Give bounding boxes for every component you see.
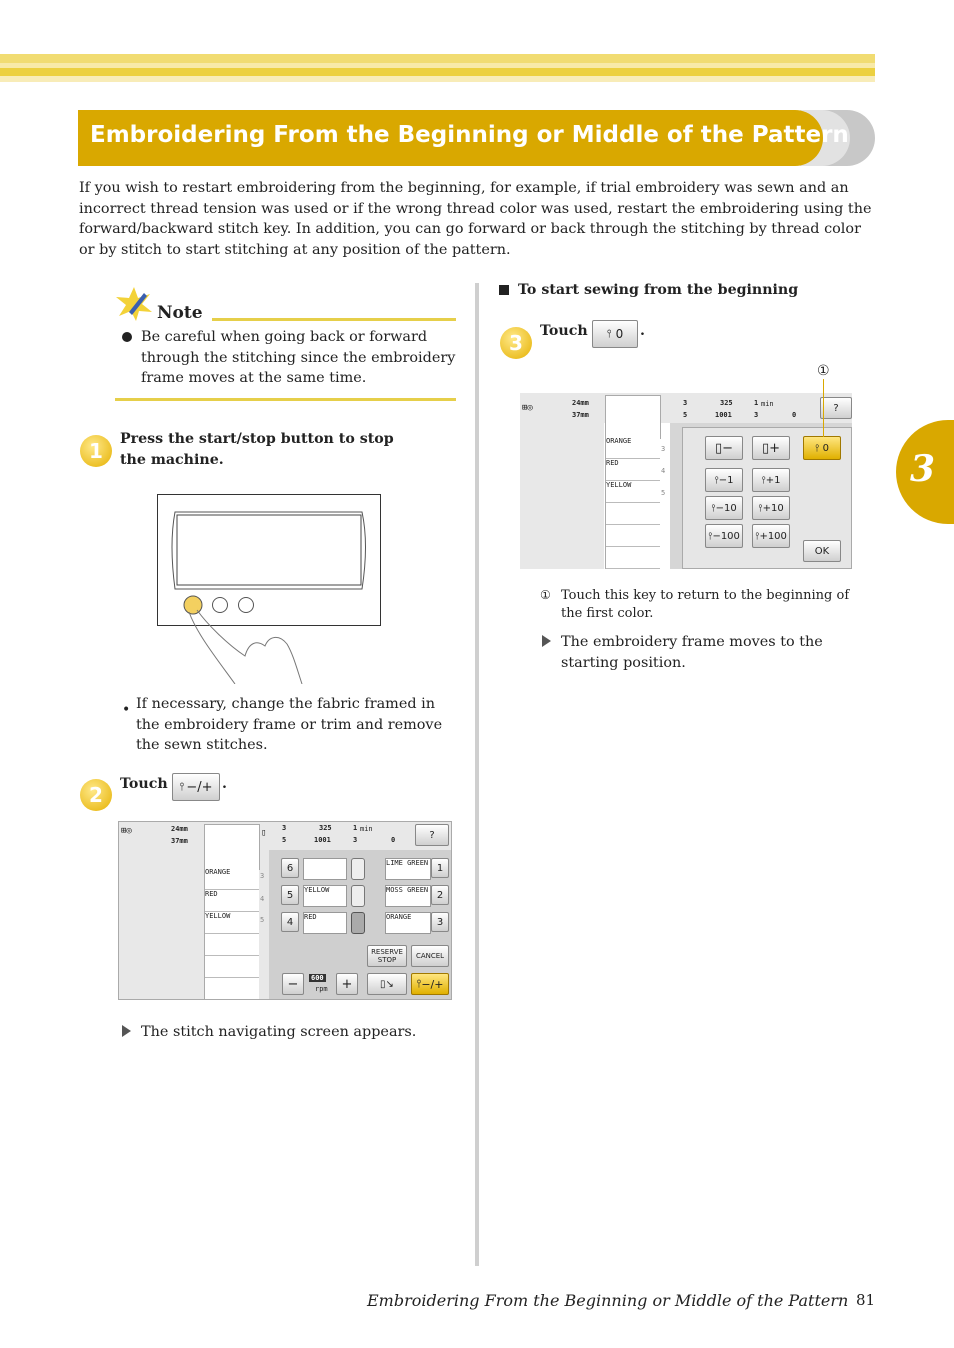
time-total: 3 bbox=[353, 836, 358, 844]
note-text: Be careful when going back or forward through the stitching since the embroidery frame moves at the same time. bbox=[141, 329, 456, 386]
page-title: Embroidering From the Beginning or Middle of the Pattern bbox=[90, 122, 849, 148]
intro-paragraph: If you wish to restart embroidering from the beginning, for example, if trial embroidery was sewn and an incorrect thread tension was used or if the wrong thread color was used, restart the embroidering using the forward/backward stitch key. In addition, you can go forward or back through the stitching by thread color or by stitch to start stitching at any position of the pattern. bbox=[79, 180, 872, 258]
step2-number: 2 bbox=[89, 783, 103, 807]
step1-bullet-dot: • bbox=[122, 702, 131, 718]
step2-key-label: −/+ bbox=[186, 779, 213, 795]
step3-period: . bbox=[640, 323, 645, 339]
spool-slot-4-name: RED bbox=[303, 912, 347, 934]
spool-slot-6-name bbox=[303, 858, 347, 880]
needle-icon: ⫯ bbox=[416, 977, 422, 990]
return-to-start-button[interactable]: ⫯ 0 bbox=[803, 436, 841, 460]
step3-touch: Touch bbox=[540, 323, 588, 339]
step2-result: The stitch navigating screen appears. bbox=[141, 1024, 417, 1040]
needle-icon: ⫯ bbox=[708, 530, 713, 542]
color-row bbox=[606, 503, 660, 525]
color-back-button[interactable]: ▯ − bbox=[705, 436, 743, 460]
speed-plus-button[interactable]: + bbox=[336, 973, 358, 995]
step3-key-label: 0 bbox=[615, 327, 624, 341]
needle-icon: ⫯ bbox=[758, 502, 763, 514]
step3-zero-key[interactable] bbox=[592, 320, 638, 348]
spool-right-name: MOSS GREEN bbox=[385, 885, 431, 907]
step2-touch: Touch bbox=[120, 776, 168, 792]
spool-right-name: ORANGE bbox=[385, 912, 431, 934]
callout-line bbox=[823, 379, 824, 437]
spool-icon bbox=[351, 858, 365, 880]
side-num: 3 bbox=[260, 872, 265, 880]
time-remain: 0 bbox=[792, 411, 797, 419]
color-forward-button[interactable]: ▯ + bbox=[752, 436, 790, 460]
step2-nav-key[interactable] bbox=[172, 773, 220, 801]
color-list bbox=[204, 868, 259, 999]
needle-icon: ⫯ bbox=[714, 474, 719, 486]
needle-icon: ⫯ bbox=[755, 530, 760, 542]
step3-number: 3 bbox=[509, 331, 523, 355]
time-unit: min bbox=[360, 825, 373, 833]
callout-number: ① bbox=[540, 588, 551, 602]
time-unit: min bbox=[761, 400, 774, 408]
needle-icon: ⫯ bbox=[761, 474, 766, 486]
color-row bbox=[606, 525, 660, 547]
side-num: 4 bbox=[260, 895, 265, 903]
spool-icon bbox=[351, 885, 365, 907]
footer-title: Embroidering From the Beginning or Middle of the Pattern bbox=[367, 1291, 849, 1310]
needle-icon: ⫯ bbox=[815, 442, 820, 454]
needle-icon: ⫯ bbox=[606, 327, 612, 340]
stitch-total: 1001 bbox=[314, 836, 331, 844]
step3-result-arrow bbox=[542, 635, 551, 647]
stitch-plus-1-button[interactable]: ⫯ +1 bbox=[752, 468, 790, 492]
frame-size-icon: ⊞◎ bbox=[522, 403, 533, 413]
speed-unit: rpm bbox=[315, 985, 328, 993]
stitch-minus-10-button[interactable]: ⫯ −10 bbox=[705, 496, 743, 520]
step3-result: The embroidery frame moves to the starting position. bbox=[561, 634, 823, 671]
step2-result-arrow bbox=[122, 1025, 131, 1037]
spool-right-num[interactable]: 3 bbox=[431, 912, 449, 932]
color-row bbox=[205, 956, 259, 978]
cancel-button[interactable]: CANCEL bbox=[411, 945, 449, 967]
needle-icon: ⫯ bbox=[179, 780, 185, 793]
stitch-nav-button[interactable]: ⫯ −/+ bbox=[411, 973, 449, 995]
spool-icon: ▯ bbox=[261, 828, 267, 838]
color-count: 3 bbox=[683, 399, 688, 407]
stitch-plus-100-button[interactable]: ⫯ +100 bbox=[752, 524, 790, 548]
pattern-preview bbox=[605, 395, 661, 439]
step3-badge bbox=[500, 327, 532, 359]
screen3-left bbox=[520, 423, 604, 569]
time-elapsed: 1 bbox=[353, 824, 358, 832]
side-num: 4 bbox=[661, 467, 666, 475]
size-height: 37mm bbox=[171, 837, 188, 845]
color-list bbox=[605, 437, 660, 569]
color-row bbox=[205, 934, 259, 956]
trim-button[interactable]: ▯↘ bbox=[367, 973, 407, 995]
spool-slot-5[interactable]: 5 bbox=[281, 885, 299, 905]
help-button[interactable]: ? bbox=[415, 824, 449, 846]
color-row: YELLOW bbox=[606, 481, 660, 503]
spool-right-num[interactable]: 1 bbox=[431, 858, 449, 878]
stitch-minus-1-button[interactable]: ⫯ −1 bbox=[705, 468, 743, 492]
color-row bbox=[205, 978, 259, 1000]
callout-text: Touch this key to return to the beginning of the first color. bbox=[561, 588, 850, 621]
step1-text: Press the start/stop button to stop the machine. bbox=[120, 431, 394, 468]
section-heading: To start sewing from the beginning bbox=[518, 282, 799, 298]
stitch-plus-10-button[interactable]: ⫯ +10 bbox=[752, 496, 790, 520]
time-total: 3 bbox=[754, 411, 759, 419]
spool-slot-6[interactable]: 6 bbox=[281, 858, 299, 878]
color-row: RED bbox=[606, 459, 660, 481]
size-width: 24mm bbox=[171, 825, 188, 833]
color-row: YELLOW bbox=[205, 912, 259, 934]
color-row: RED bbox=[205, 890, 259, 912]
note-heading: Note bbox=[157, 303, 203, 323]
note-bullet-dot bbox=[122, 332, 132, 342]
page-number: 81 bbox=[856, 1291, 876, 1309]
step1-bullet-text: If necessary, change the fabric framed in the embroidery frame or trim and remove the sewn stitches. bbox=[136, 696, 443, 753]
callout-marker: ① bbox=[817, 363, 830, 379]
note-rule-top bbox=[212, 318, 456, 321]
speed-value: 600 bbox=[311, 974, 324, 982]
header-stripe-3 bbox=[0, 68, 875, 76]
section-square bbox=[499, 285, 509, 295]
pattern-preview bbox=[204, 824, 260, 870]
color-total: 5 bbox=[282, 836, 287, 844]
color-row: ORANGE bbox=[205, 868, 259, 890]
stitch-count: 325 bbox=[319, 824, 332, 832]
side-num: 3 bbox=[661, 445, 666, 453]
help-button[interactable]: ? bbox=[820, 397, 852, 419]
step2-period: . bbox=[222, 776, 227, 792]
needle-icon: ⫯ bbox=[711, 502, 716, 514]
column-divider bbox=[475, 283, 479, 1266]
note-icon bbox=[114, 286, 154, 322]
note-rule-bottom bbox=[115, 398, 456, 401]
color-total: 5 bbox=[683, 411, 688, 419]
spool-right-num[interactable]: 2 bbox=[431, 885, 449, 905]
side-num: 5 bbox=[260, 916, 265, 924]
size-width: 24mm bbox=[572, 399, 589, 407]
header-stripe-1 bbox=[0, 54, 875, 63]
chapter-number: 3 bbox=[910, 448, 936, 490]
color-count: 3 bbox=[282, 824, 287, 832]
spool-icon bbox=[351, 912, 365, 934]
color-row bbox=[606, 547, 660, 569]
step1-number: 1 bbox=[89, 439, 103, 463]
spool-slot-5-name: YELLOW bbox=[303, 885, 347, 907]
stitch-forward-back-screen bbox=[520, 363, 852, 569]
machine-panel-illustration bbox=[157, 494, 381, 684]
ok-button[interactable]: OK bbox=[803, 540, 841, 562]
spool-right-name: LIME GREEN bbox=[385, 858, 431, 880]
stitch-minus-100-button[interactable]: ⫯ −100 bbox=[705, 524, 743, 548]
spool-slot-4[interactable]: 4 bbox=[281, 912, 299, 932]
size-height: 37mm bbox=[572, 411, 589, 419]
step1-badge bbox=[80, 435, 112, 467]
stitch-count: 325 bbox=[720, 399, 733, 407]
color-row: ORANGE bbox=[606, 437, 660, 459]
side-num: 5 bbox=[661, 489, 666, 497]
time-elapsed: 1 bbox=[754, 399, 759, 407]
stitch-total: 1001 bbox=[715, 411, 732, 419]
header-stripe-4 bbox=[0, 76, 875, 82]
reserve-stop-button[interactable]: RESERVE STOP bbox=[367, 945, 407, 967]
speed-minus-button[interactable]: − bbox=[282, 973, 304, 995]
time-remain: 0 bbox=[391, 836, 396, 844]
frame-size-icon: ⊞◎ bbox=[121, 826, 132, 836]
step2-badge bbox=[80, 779, 112, 811]
stitch-nav-screen bbox=[118, 821, 452, 1000]
